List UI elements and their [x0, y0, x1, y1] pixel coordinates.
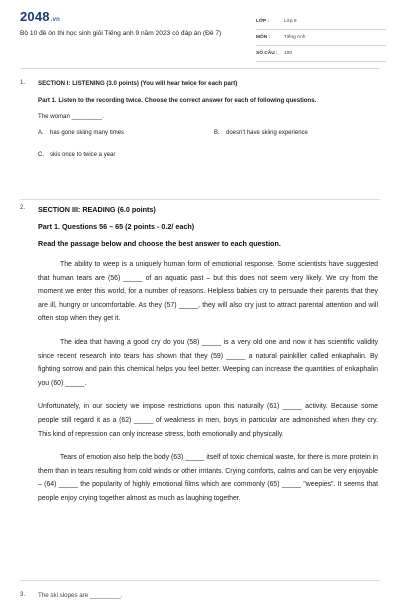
question-body — [38, 592, 378, 599]
option-letter: B. — [214, 130, 220, 136]
passage-paragraph: The idea that having a good cry do you (58) _____ is a very old one and now it has scientific validity since recent research into tears has shown that they (59) _____ a natural painkiller called enkaphalin. By fighting sorrow and pain this chemical helps you feel better. Weeping can increase the quantities of enkaphalin you (60) _____. — [38, 338, 378, 387]
meta-value: Tiếng Anh — [284, 35, 306, 40]
section-heading: SECTION III: READING (6.0 points) — [38, 205, 156, 214]
passage-paragraph: Tears of emotion also help the body (63) _____ itself of toxic chemical waste, for there is more protein in them than in tears resulting from cold winds or other irritants. Crying comforts, calms and can be very enjoyable – (64) _____ the popularity of highly emotional films which are commonly (65) _____ "weepies". It seems that people enjoy crying together almost as much as laughing together. — [38, 454, 378, 502]
site-logo[interactable] — [20, 9, 60, 24]
question-body — [38, 80, 378, 170]
option-text: skis once to twice a year — [50, 152, 116, 158]
passage-paragraph: Unfortunately, in our society we impose restrictions upon this naturally (61) _____ activity. Because some people still regard it as a (62) _____ of weakness in men, boys in particular are admonished when they cry. This kind of repression can only increase stress, both emotionally and physically. — [38, 403, 378, 438]
logo-text: 2048 — [20, 9, 50, 24]
question-stem: The woman _________. — [38, 113, 104, 120]
document-title: Bộ 10 đề ôn thi học sinh giỏi Tiếng anh 9 năm 2023 có đáp án (Đề 7) — [20, 30, 222, 37]
question-number: 2. — [20, 205, 26, 211]
question-3 — [20, 592, 380, 600]
section-heading: SECTION I: LISTENING (3.0 points) (You will hear twice for each part) — [38, 80, 238, 87]
option-text: has gone skiing many times — [50, 130, 125, 136]
question-stem: The ski slopes are _________. — [38, 592, 123, 599]
option-text: doesn't have skiing experience — [226, 130, 308, 136]
meta-table — [256, 14, 386, 62]
question-divider — [20, 199, 380, 200]
meta-value: Lớp 9 — [284, 19, 297, 24]
meta-row-class — [256, 14, 386, 30]
question-1 — [20, 80, 380, 190]
document-header — [0, 0, 400, 60]
option-letter: A. — [38, 130, 44, 136]
part-heading: Part 1. Questions 56 – 65 (2 points - 0.2/ each) — [38, 222, 195, 231]
part-instruction: Part 1. Listen to the recording twice. Choose the correct answer for each of following questions. — [38, 97, 317, 104]
meta-key: SỐ CÂU : — [256, 51, 278, 56]
meta-row-subject — [256, 30, 386, 46]
question-number: 1. — [20, 80, 26, 86]
meta-key: MÔN : — [256, 35, 271, 40]
passage-paragraph: The ability to weep is a uniquely human form of emotional response. Some scientists have suggested that human tears are (56) _____ of an aquatic past – but this does not seem very likely. We cry from the moment we enter this world, for a number of reasons. Helpless babies cry to persuade their parents that they are ill, hungry or uncomfortable. As they (57) _____, they will also cry just to attract parental attention and will often stop when they get it. — [38, 261, 378, 323]
option-b[interactable] — [214, 130, 308, 136]
logo-suffix: .vn — [50, 17, 61, 23]
answer-options — [38, 130, 378, 170]
option-a[interactable] — [38, 130, 124, 136]
meta-value: 100 — [284, 51, 293, 56]
option-letter: C. — [38, 152, 44, 158]
header-divider — [20, 68, 380, 69]
question-body — [38, 205, 378, 506]
meta-key: LỚP : — [256, 19, 270, 24]
question-2 — [20, 205, 380, 590]
question-number: 3. — [20, 592, 26, 598]
question-divider — [20, 580, 380, 581]
reading-instruction: Read the passage below and choose the best answer to each question. — [38, 239, 281, 248]
meta-row-count — [256, 46, 386, 62]
option-c[interactable] — [38, 152, 115, 158]
